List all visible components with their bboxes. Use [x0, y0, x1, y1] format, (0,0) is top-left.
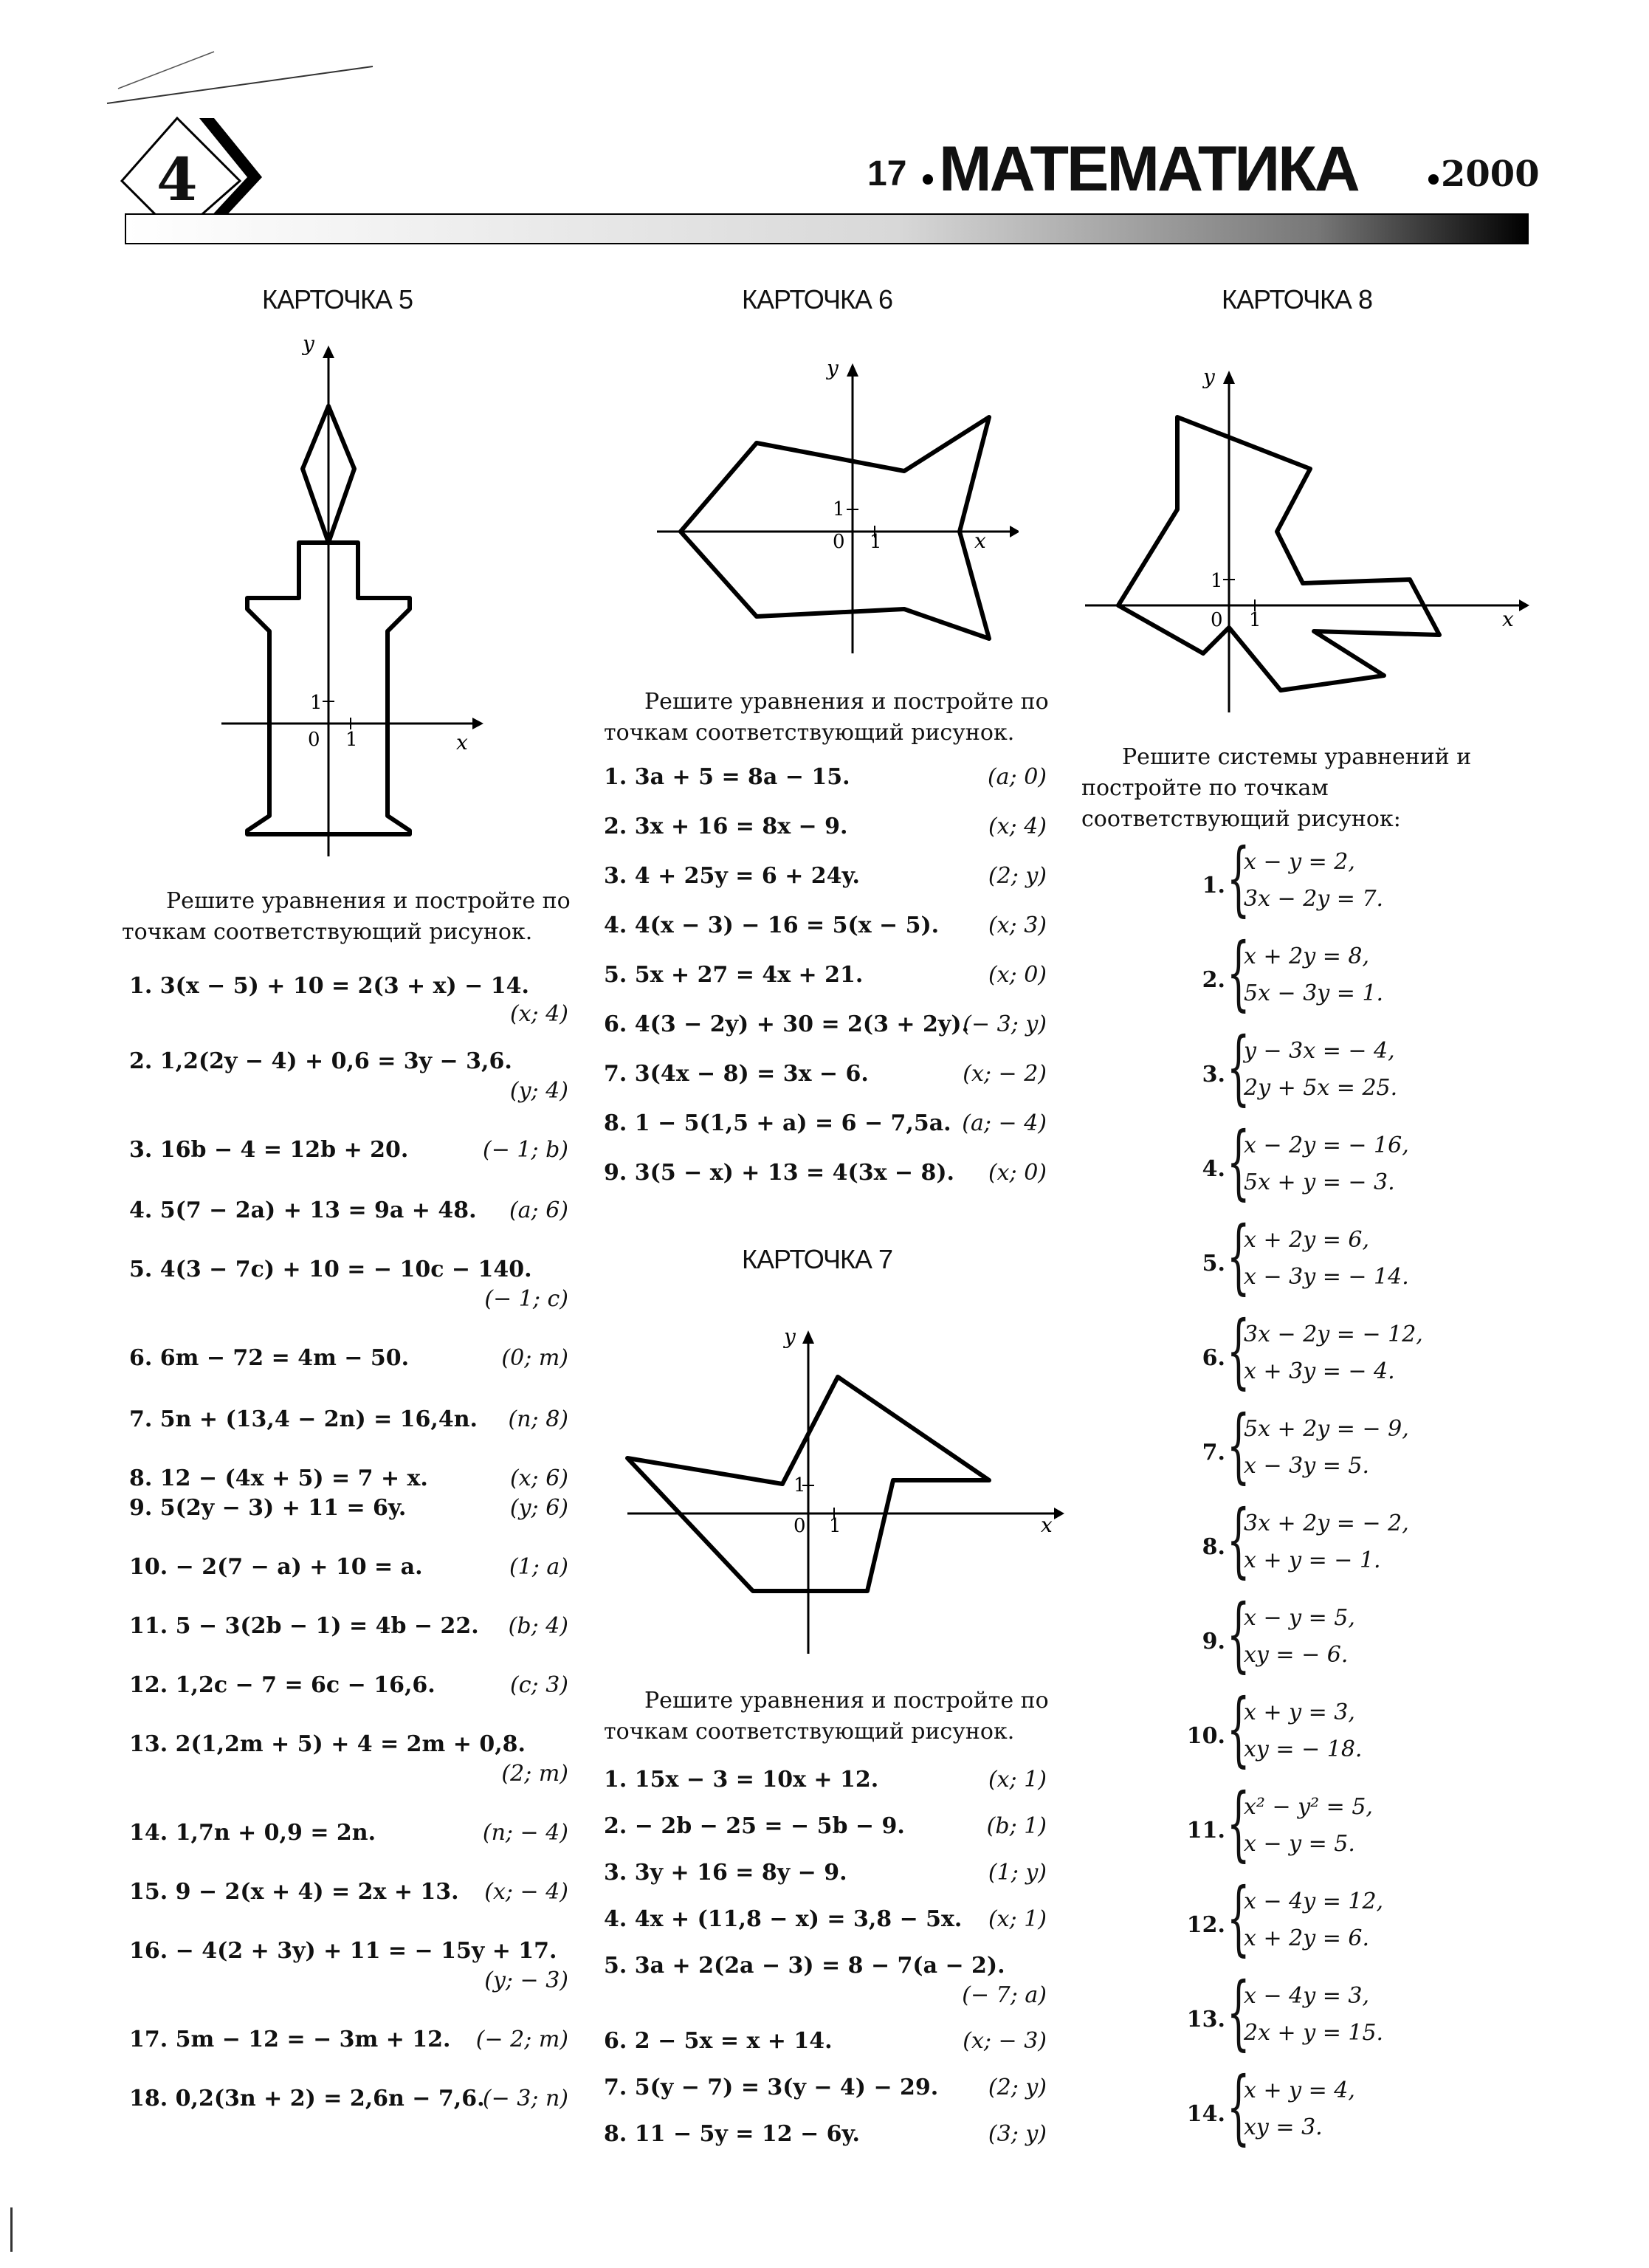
item-answer: (x; 0) [988, 962, 1047, 988]
item-answer: (2; y) [988, 863, 1047, 889]
card7-x-label: x [1041, 1513, 1053, 1537]
list-item [604, 1160, 1047, 1209]
card5-title: КАРТОЧКА 5 [262, 284, 413, 315]
item-equation: 9. 5(2y − 3) + 11 = 6y. [129, 1495, 407, 1521]
item-equation: 5. 3a + 2(2a − 3) = 8 − 7(a − 2). [604, 1953, 1005, 1979]
item-answer: (x; − 2) [963, 1061, 1047, 1087]
item-equation: 18. 0,2(3n + 2) = 2,6n − 7,6. [129, 2086, 485, 2111]
system-number: 2. [1202, 967, 1225, 993]
card6-title: КАРТОЧКА 6 [742, 284, 892, 315]
card6-x-label: x [974, 529, 986, 553]
system-number: 13. [1186, 2007, 1225, 2032]
system-item [1181, 831, 1491, 936]
card8-instruction: Решите системы уравнений и постройте по точкам соответствующий рисунок: [1081, 744, 1472, 832]
system-eq1: x − 4y = 3, [1244, 1983, 1369, 2009]
bullet-left [923, 174, 933, 185]
list-item [129, 1406, 568, 1465]
item-equation: 8. 12 − (4x + 5) = 7 + x. [129, 1465, 428, 1491]
system-eq2: x − 3y = − 14. [1244, 1264, 1409, 1290]
card7-y-label: y [784, 1324, 796, 1349]
system-item [1181, 1020, 1491, 1125]
item-answer: (x; 6) [509, 1465, 568, 1491]
system-eq2: xy = − 6. [1244, 1642, 1349, 1668]
card6-shape [681, 417, 989, 639]
card7-list [604, 1767, 1047, 2158]
card7-origin: 0 [793, 1515, 806, 1537]
system-number: 12. [1186, 1912, 1225, 1938]
system-eq1: x − 2y = − 16, [1244, 1133, 1409, 1158]
list-item [604, 764, 1047, 814]
item-equation: 17. 5m − 12 = − 3m + 12. [129, 2027, 451, 2052]
item-equation: 2. 3x + 16 = 8x − 9. [604, 814, 848, 839]
item-equation: 1. 15x − 3 = 10x + 12. [604, 1767, 879, 1793]
item-answer: (a; − 4) [962, 1110, 1047, 1136]
card8-title: КАРТОЧКА 8 [1222, 284, 1372, 315]
card5-instruction: Решите уравнения и постройте по точкам соответствующий рисунок. [122, 888, 571, 945]
item-equation: 3. 3y + 16 = 8y − 9. [604, 1860, 847, 1886]
system-eq1: x + y = 3, [1244, 1700, 1355, 1725]
list-item [604, 962, 1047, 1011]
system-eq2: 5x − 3y = 1. [1244, 980, 1384, 1006]
list-item [129, 1938, 568, 2027]
item-answer: (− 1; c) [484, 1286, 568, 1312]
item-equation: 12. 1,2c − 7 = 6c − 16,6. [129, 1672, 436, 1698]
card7-instruction: Решите уравнения и постройте по точкам соответствующий рисунок. [604, 1688, 1049, 1745]
card7-figure [620, 1322, 1070, 1661]
system-item [1181, 1209, 1491, 1314]
card7-title: КАРТОЧКА 7 [742, 1244, 892, 1274]
list-item [604, 1061, 1047, 1110]
list-item [129, 1613, 568, 1672]
issue-number: 17 [867, 154, 907, 193]
list-item [604, 1953, 1047, 2028]
brace-icon: { [1227, 1398, 1250, 1492]
card5-figure [207, 340, 487, 871]
item-answer: (3; y) [988, 2121, 1047, 2147]
card8-origin: 0 [1211, 609, 1223, 631]
list-item [604, 1011, 1047, 1061]
list-item [129, 1137, 568, 1197]
system-item [1181, 1776, 1491, 1881]
list-item [129, 1345, 568, 1406]
item-answer: (x; − 4) [484, 1879, 568, 1905]
card6-figure [650, 354, 1019, 657]
item-answer: (x; 3) [988, 913, 1047, 938]
item-equation: 7. 3(4x − 8) = 3x − 6. [604, 1061, 869, 1087]
system-eq1: x + 2y = 8, [1244, 944, 1369, 969]
list-item [129, 1731, 568, 1820]
item-equation: 16. − 4(2 + 3y) + 11 = − 15y + 17. [129, 1938, 557, 1964]
item-answer: (x; 4) [509, 1001, 568, 1027]
item-answer: (c; 3) [510, 1672, 568, 1698]
list-item [129, 1554, 568, 1613]
system-number: 6. [1202, 1345, 1225, 1371]
item-equation: 6. 4(3 − 2y) + 30 = 2(3 + 2y). [604, 1011, 969, 1037]
card6-one-x: 1 [870, 531, 882, 553]
brace-icon: { [1227, 1587, 1250, 1681]
list-item [129, 1672, 568, 1731]
list-item [604, 1860, 1047, 1906]
card8-x-label: x [1502, 607, 1514, 631]
system-eq2: 2x + y = 15. [1244, 2020, 1384, 2046]
item-equation: 11. 5 − 3(2b − 1) = 4b − 22. [129, 1613, 479, 1639]
system-number: 7. [1202, 1440, 1225, 1465]
card5-y-label: y [303, 340, 314, 356]
system-number: 3. [1202, 1062, 1225, 1087]
card8-one-x: 1 [1249, 609, 1261, 631]
item-equation: 15. 9 − 2(x + 4) = 2x + 13. [129, 1879, 459, 1905]
item-equation: 1. 3a + 5 = 8a − 15. [604, 764, 850, 790]
item-answer: (n; − 4) [482, 1820, 568, 1846]
system-item [1181, 1492, 1491, 1598]
brace-icon: { [1227, 1492, 1250, 1587]
list-item [604, 814, 1047, 863]
item-equation: 6. 6m − 72 = 4m − 50. [129, 1345, 410, 1371]
list-item [129, 1048, 568, 1137]
card6-one-y: 1 [833, 498, 845, 520]
list-item [129, 1465, 568, 1495]
item-equation: 9. 3(5 − x) + 13 = 4(3x − 8). [604, 1160, 954, 1186]
item-answer: (x; 4) [988, 814, 1047, 839]
card5-x-label: x [456, 730, 468, 755]
system-eq1: x − 4y = 12, [1244, 1889, 1384, 1914]
journal-title: МАТЕМАТИКА [939, 134, 1358, 205]
item-answer: (y; 6) [509, 1495, 568, 1521]
system-item [1181, 1398, 1491, 1503]
item-equation: 7. 5n + (13,4 − 2n) = 16,4n. [129, 1406, 478, 1432]
system-eq1: x − y = 5, [1244, 1605, 1355, 1631]
brace-icon: { [1227, 1303, 1250, 1398]
item-equation: 8. 11 − 5y = 12 − 6y. [604, 2121, 860, 2147]
system-item [1181, 1681, 1491, 1787]
margin-mark [10, 2207, 13, 2252]
item-answer: (− 7; a) [962, 1982, 1047, 2008]
item-answer: (x; 0) [988, 1160, 1047, 1186]
item-equation: 6. 2 − 5x = x + 14. [604, 2028, 833, 2054]
list-item [129, 1197, 568, 1257]
brace-icon: { [1227, 1776, 1250, 1870]
item-answer: (− 1; b) [482, 1137, 568, 1163]
item-equation: 2. 1,2(2y − 4) + 0,6 = 3y − 3,6. [129, 1048, 512, 1074]
card6-instruction: Решите уравнения и постройте по точкам соответствующий рисунок. [604, 689, 1049, 746]
item-answer: (2; m) [501, 1761, 568, 1787]
system-eq1: x + 2y = 6, [1244, 1227, 1369, 1253]
system-eq1: 3x − 2y = − 12, [1244, 1322, 1423, 1347]
item-answer: (1; y) [988, 1860, 1047, 1886]
system-eq1: 5x + 2y = − 9, [1244, 1416, 1409, 1442]
brace-icon: { [1227, 925, 1250, 1020]
item-answer: (y; − 3) [484, 1968, 568, 1993]
list-item [129, 2086, 568, 2130]
card8-systems [1181, 831, 1491, 2165]
item-answer: (1; a) [509, 1554, 568, 1580]
system-number: 8. [1202, 1534, 1225, 1560]
system-eq2: xy = − 18. [1244, 1736, 1363, 1762]
item-answer: (n; 8) [508, 1406, 568, 1432]
system-item [1181, 1870, 1491, 1976]
item-answer: (x; 1) [988, 1767, 1047, 1793]
system-eq1: x + y = 4, [1244, 2078, 1355, 2103]
system-number: 9. [1202, 1629, 1225, 1654]
card6-origin: 0 [833, 531, 845, 553]
system-eq2: x + 3y = − 4. [1244, 1358, 1395, 1384]
system-number: 14. [1186, 2101, 1225, 2127]
card8-y-label: y [1203, 365, 1215, 389]
system-eq1: x − y = 2, [1244, 849, 1355, 875]
card5-list [129, 973, 568, 2130]
item-answer: (b; 4) [508, 1613, 568, 1639]
system-eq2: 5x + y = − 3. [1244, 1169, 1395, 1195]
card8-one-y: 1 [1211, 570, 1223, 592]
header-bar [125, 214, 1528, 244]
item-answer: (b; 1) [986, 1813, 1047, 1839]
system-item [1181, 925, 1491, 1031]
list-item [604, 1906, 1047, 1953]
card8-shape [1118, 417, 1439, 690]
item-equation: 4. 4x + (11,8 − x) = 3,8 − 5x. [604, 1906, 963, 1932]
list-item [129, 1257, 568, 1345]
item-equation: 3. 16b − 4 = 12b + 20. [129, 1137, 409, 1163]
item-equation: 5. 5x + 27 = 4x + 21. [604, 962, 864, 988]
system-number: 10. [1186, 1723, 1225, 1749]
system-eq2: 2y + 5x = 25. [1244, 1075, 1398, 1101]
list-item [129, 2027, 568, 2086]
list-item [129, 1820, 568, 1879]
system-eq1: y − 3x = − 4, [1244, 1038, 1395, 1064]
item-equation: 1. 3(x − 5) + 10 = 2(3 + x) − 14. [129, 973, 529, 999]
item-answer: (2; y) [988, 2075, 1047, 2100]
item-answer: (y; 4) [509, 1078, 568, 1104]
system-number: 1. [1202, 873, 1225, 898]
card5-one-y: 1 [310, 692, 323, 714]
item-answer: (0; m) [501, 1345, 568, 1371]
item-equation: 8. 1 − 5(1,5 + a) = 6 − 7,5a. [604, 1110, 951, 1136]
list-item [604, 1767, 1047, 1813]
system-eq1: x² − y² = 5, [1244, 1794, 1373, 1820]
brace-icon: { [1227, 1209, 1250, 1303]
journal-year: 2000 [1441, 154, 1540, 195]
brace-icon: { [1227, 831, 1250, 925]
system-eq2: 3x − 2y = 7. [1244, 886, 1384, 912]
system-number: 5. [1202, 1251, 1225, 1276]
brace-icon: { [1227, 1965, 1250, 2059]
item-answer: (− 3; y) [963, 1011, 1047, 1037]
page-number: 4 [156, 145, 198, 214]
item-equation: 7. 5(y − 7) = 3(y − 4) − 29. [604, 2075, 939, 2100]
system-number: 4. [1202, 1156, 1225, 1182]
list-item [604, 2121, 1047, 2158]
header-graphics [0, 0, 1649, 281]
system-eq2: x + y = − 1. [1244, 1547, 1381, 1573]
item-equation: 4. 5(7 − 2a) + 13 = 9a + 48. [129, 1197, 477, 1223]
item-equation: 3. 4 + 25y = 6 + 24y. [604, 863, 860, 889]
system-eq1: 3x + 2y = − 2, [1244, 1511, 1409, 1536]
brace-icon: { [1227, 1020, 1250, 1114]
item-answer: (a; 0) [987, 764, 1047, 790]
item-equation: 14. 1,7n + 0,9 = 2n. [129, 1820, 376, 1846]
item-answer: (x; − 3) [963, 2028, 1047, 2054]
item-equation: 4. 4(x − 3) − 16 = 5(x − 5). [604, 913, 940, 938]
brace-icon: { [1227, 2059, 1250, 2154]
system-item [1181, 1114, 1491, 1220]
system-eq2: x − y = 5. [1244, 1831, 1355, 1857]
item-answer: (x; 1) [988, 1906, 1047, 1932]
page-header [0, 0, 1649, 281]
list-item [604, 2028, 1047, 2075]
card6-list [604, 764, 1047, 1209]
item-answer: (− 2; m) [475, 2027, 568, 2052]
brace-icon: { [1227, 1114, 1250, 1209]
item-equation: 2. − 2b − 25 = − 5b − 9. [604, 1813, 905, 1839]
system-number: 11. [1186, 1818, 1225, 1843]
system-item [1181, 1303, 1491, 1409]
list-item [129, 973, 568, 1048]
item-equation: 13. 2(1,2m + 5) + 4 = 2m + 0,8. [129, 1731, 526, 1757]
card8-figure [1078, 362, 1535, 716]
list-item [604, 913, 1047, 962]
list-item [604, 1813, 1047, 1860]
system-item [1181, 1587, 1491, 1692]
list-item [604, 1110, 1047, 1160]
card7-one-y: 1 [793, 1474, 806, 1496]
system-item [1181, 2059, 1491, 2165]
list-item [129, 1879, 568, 1938]
card7-one-x: 1 [829, 1515, 841, 1537]
system-eq2: xy = 3. [1244, 2114, 1323, 2140]
item-answer: (− 3; n) [482, 2086, 568, 2111]
system-eq2: x − 3y = 5. [1244, 1453, 1369, 1479]
item-equation: 10. − 2(7 − a) + 10 = a. [129, 1554, 423, 1580]
list-item [604, 2075, 1047, 2121]
brace-icon: { [1227, 1681, 1250, 1776]
card5-origin: 0 [308, 729, 320, 751]
card6-y-label: y [827, 356, 839, 380]
item-equation: 5. 4(3 − 7c) + 10 = − 10c − 140. [129, 1257, 532, 1282]
list-item [604, 863, 1047, 913]
system-item [1181, 1965, 1491, 2070]
bullet-right [1428, 174, 1439, 185]
list-item [129, 1495, 568, 1554]
brace-icon: { [1227, 1870, 1250, 1965]
card5-one-x: 1 [345, 729, 358, 751]
system-eq2: x + 2y = 6. [1244, 1925, 1369, 1951]
item-answer: (a; 6) [509, 1197, 568, 1223]
